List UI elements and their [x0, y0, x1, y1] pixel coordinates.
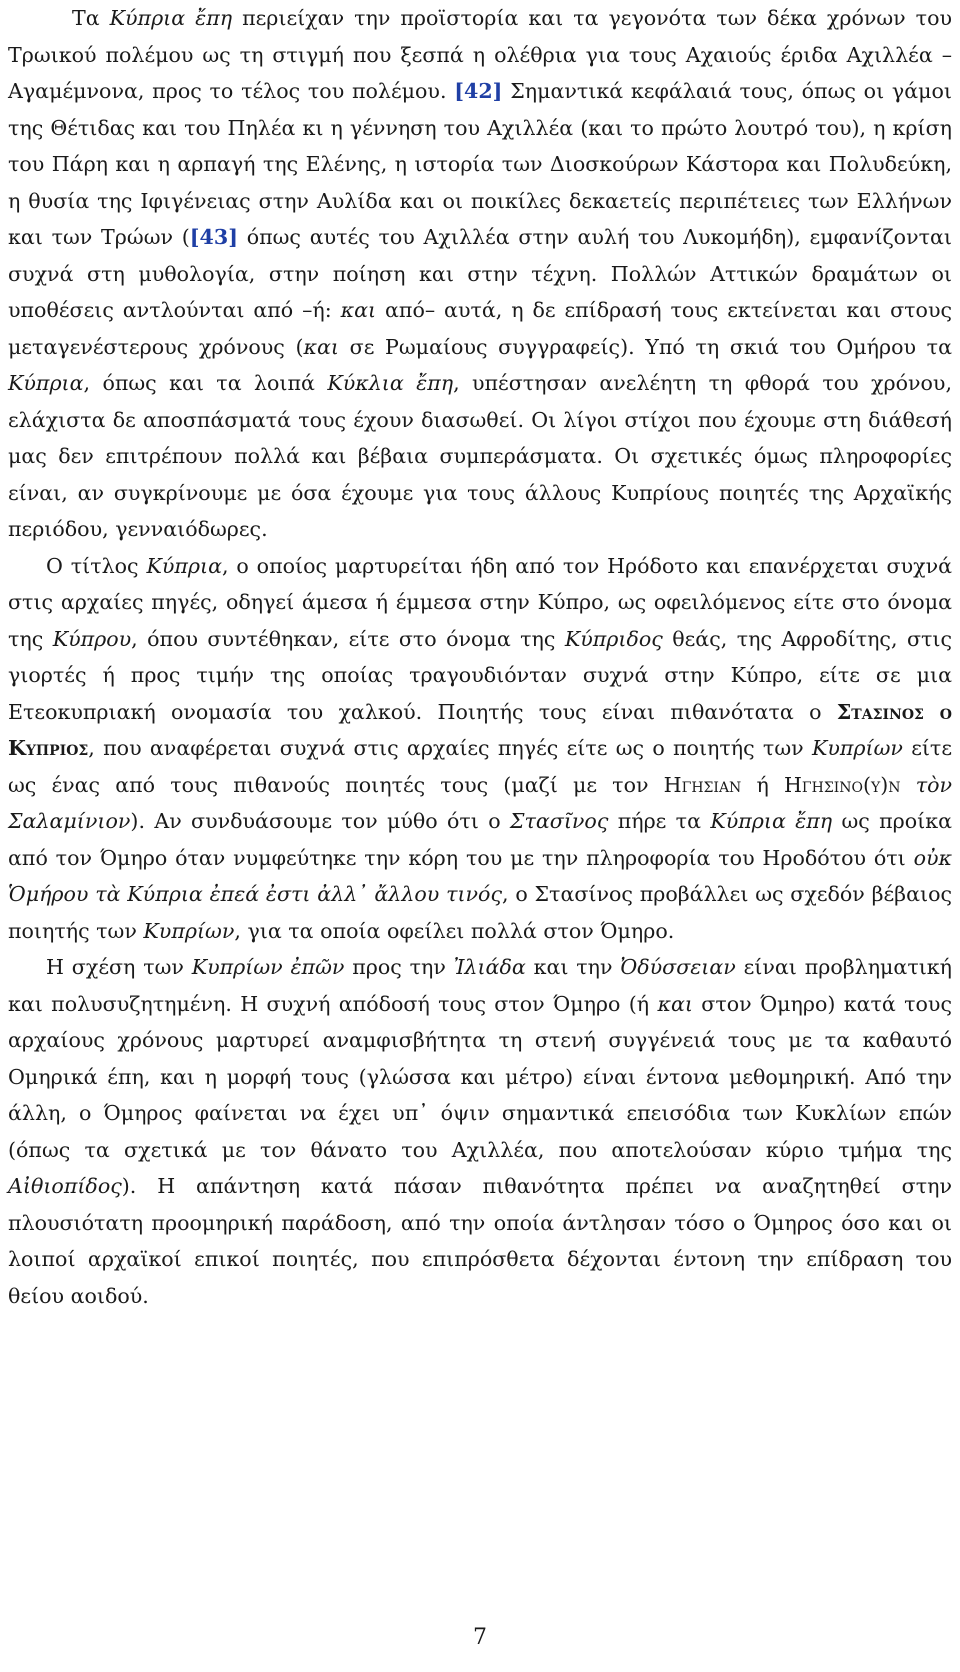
text-run: , όπου συντέθηκαν, είτε στο όνομα της [131, 626, 565, 651]
text-run: όπως αυτές του Αχιλλέα στην αυλή του Λυκομήδη), εμφανίζονται συχνά στη μυθολογία, στην ποίηση και στην τέχνη. Πολλών Αττικών δραμάτων οι υποθέσεις αντλούνται από –ή: [8, 225, 952, 322]
italic-text: Κύπρια [8, 371, 84, 395]
italic-text: και [340, 298, 377, 322]
italic-text: Ὀδύσσειαν [620, 955, 736, 979]
paragraph [8, 0, 952, 548]
italic-text: Κύπρου [52, 626, 132, 651]
text-run: , που αναφέρεται συχνά στις αρχαίες πηγές είτε ως ο ποιητής των [88, 736, 812, 760]
text-run: ή [741, 772, 784, 797]
text-run: , υπέστησαν ανελέητη τη φθορά του χρόνου, ελάχιστα δε αποσπάσματά τους έχουν διασωθεί. Οι λίγοι στίχοι που έχουμε στη διάθεσή μας δεν επιτρέπουν πολλά και βέβαια συμπεράσματα. Οι σχετικές όμως πληροφορίες είναι, αν συγκρίνουμε με όσα έχουμε για τους άλλους Κυπρίους ποιητές της Αρχαϊκής περιόδου, γενναιόδωρες. [8, 371, 952, 541]
italic-text: Κυπρίων [143, 918, 235, 943]
text-run: από– αυτά, η δε επίδρασή τους εκτείνεται και στους μεταγενέστερους χρόνους ( [8, 298, 953, 359]
text-run: πήρε τα [608, 809, 711, 833]
text-run: , ο οποίος μαρτυρείται ήδη από τον Ηρόδοτο και επανέρχεται συχνά στις αρχαίες πηγές, οδηγεί άμεσα ή έμμεσα στην Κύπρο, ως οφειλόμενος είτε στο όνομα της [8, 553, 952, 651]
text-run: θεάς, της Αφροδίτης, στις γιορτές ή προς τιμήν της οποίας τραγουδιόνταν συχνά στην Κύπρο, είτε σε μια Ετεοκυπριακή ονομασία του χαλκού. Ποιητής τους είναι πιθανότατα ο [8, 626, 952, 724]
italic-text: Κυπρίων [811, 736, 903, 760]
italic-text: Αἰθιοπίδος [8, 1174, 122, 1198]
text-run: , ο Στασίνος προβάλλει ως σχεδόν βέβαιος ποιητής των [8, 882, 952, 943]
italic-text: Κύπριδος [564, 626, 663, 651]
italic-text: Κυπρίων ἐπῶν [191, 955, 345, 979]
text-run: προς την [344, 955, 454, 979]
text-run: είτε ως ένας από τους πιθανούς ποιητές τους (μαζί με τον [8, 736, 952, 797]
text-run: και την [525, 955, 621, 979]
text-run [901, 773, 916, 797]
footnote-reference-link[interactable]: [42] [454, 79, 503, 103]
small-caps-name: Ηγησιαν [663, 772, 742, 797]
text-run: Σημαντικά κεφάλαιά τους, όπως οι γάμοι της Θέτιδας και του Πηλέα κι η γέννηση του Αχιλλέα (και το πρώτο λουτρό του), η κρίση του Πάρη και η αρπαγή της Ελένης, η ιστορία των Διοσκούρων Κάστορα και Πολυδεύκη, η θυσία της Ιφιγένειας στην Αυλίδα και οι ποικίλες δεκαετείς περιπέτειες των Ελλήνων και των Τρώων ( [8, 79, 952, 249]
italic-text: τὸν Σαλαμίνιον [8, 772, 952, 833]
text-run: ). Αν συνδυάσουμε τον μύθο ότι ο [130, 809, 510, 833]
text-run: ως προίκα από τον Όμηρο όταν νυμφεύτηκε την κόρη του με την πληροφορία του Ηροδότου ότι [8, 809, 953, 870]
body-text [8, 0, 952, 1314]
text-run: περιείχαν την προϊστορία και τα γεγονότα των δέκα χρόνων του Τρωικού πολέμου ως τη στιγμή που ξεσπά η ολέθρια για τους Αχαιούς έριδα Αχιλλέα – Αγαμέμνονα, προς το τέλος του πολέμου. [8, 6, 952, 103]
italic-text: Κύκλια ἔπη [327, 371, 454, 395]
page-number: 7 [473, 1625, 487, 1650]
italic-text: Κύπρια ἔπη [710, 809, 833, 833]
text-run: είναι προβληματική και πολυσυζητημένη. Η συχνή απόδοσή τους στον Όμηρο (ή [8, 955, 953, 1016]
footnote-reference-link[interactable]: [43] [189, 225, 238, 249]
small-caps-name: Στασινος ο Κυπριος [8, 699, 952, 760]
text-run: ). Η απάντηση κατά πάσαν πιθανότητα πρέπει να αναζητηθεί στην πλουσιότατη προομηρική παράδοση, από την οποία άντλησαν τόσο ο Όμηρος όσο και οι λοιποί αρχαϊκοί επικοί ποιητές, που επιπρόσθετα δέχονται έντονη την επίδραση του θείου αοιδού. [8, 1174, 952, 1308]
text-run: , όπως και τα λοιπά [83, 371, 328, 395]
text-run: στον Όμηρο) κατά τους αρχαίους χρόνους μαρτυρεί αναμφισβήτητα τη στενή συγγένειά τους με τα καθαυτό Ομηρικά έπη, και η μορφή τους (γλώσσα και μέτρο) είναι έντονα μεθομηρική. Από την άλλη, ο Όμηρος φαίνεται να έχει υπ᾽ όψιν σημαντικά επεισόδια των Κυκλίων επών (όπως τα σχετικά με τον θάνατο του Αχιλλέα, που αποτελούσαν κύριο τμήμα της [8, 991, 952, 1162]
italic-text: Ἰλιάδα [453, 955, 526, 979]
italic-text: και [303, 334, 339, 359]
italic-text: Στασῖνος [509, 809, 609, 833]
italic-text: Κύπρια ἔπη [109, 6, 233, 30]
italic-text: και [657, 991, 693, 1016]
text-run: Η σχέση των [46, 955, 192, 979]
text-run: , για τα οποία οφείλει πολλά στον Όμηρο. [234, 918, 675, 943]
paragraph [8, 949, 952, 1314]
italic-text: οὐκ Ὁμήρου τὰ Κύπρια ἐπεά ἐστι ἀλλ᾽ ἄλλου τινός [8, 845, 952, 906]
italic-text: Κύπρια [146, 553, 222, 578]
text-run: σε Ρωμαίους συγγραφείς). Υπό τη σκιά του Ομήρου τα [339, 334, 952, 359]
text-run: Τα [72, 6, 110, 30]
text-run: Ο τίτλος [46, 553, 147, 578]
small-caps-name: Ηγησινο(υ)ν [783, 772, 901, 797]
paragraph [8, 548, 952, 950]
